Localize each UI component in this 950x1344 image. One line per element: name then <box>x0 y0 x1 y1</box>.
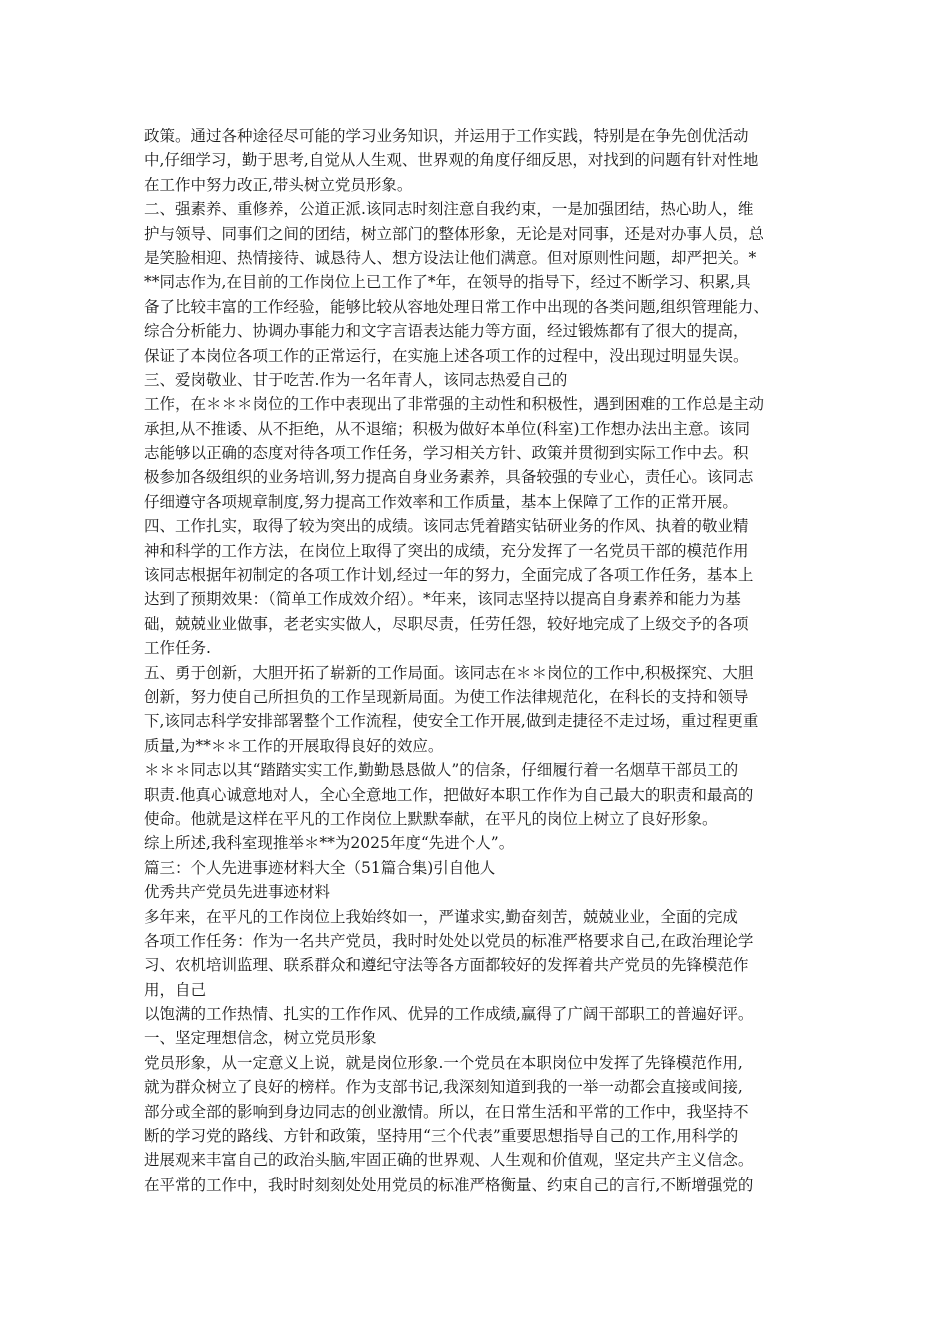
text-line: 三、爱岗敬业、甘于吃苦.作为一名年青人，该同志热爱自己的 <box>144 370 568 389</box>
text-line: 备了比较丰富的工作经验，能够比较从容地处理日常工作中出现的各类问题,组织管理能力、 <box>144 297 769 316</box>
text-line: 优秀共产党员先进事迹材料 <box>144 883 331 902</box>
text-line: 五、勇于创新，大胆开拓了崭新的工作局面。该同志在＊＊岗位的工作中,积极探究、大胆 <box>144 663 754 682</box>
text-line: 四、工作扎实，取得了较为突出的成绩。该同志凭着踏实钻研业务的作风、执着的敬业精 <box>144 517 749 536</box>
text-line: 是笑脸相迎、热情接待、诚恳待人、想方设法让他们满意。但对原则性问题，却严把关。* <box>144 248 757 267</box>
text-line: 中,仔细学习，勤于思考,自觉从人生观、世界观的角度仔细反思，对找到的问题有针对性地 <box>144 151 759 170</box>
text-line: 该同志根据年初制定的各项工作计划,经过一年的努力，全面完成了各项工作任务，基本上 <box>144 566 754 585</box>
text-line: 工作任务. <box>144 639 211 658</box>
text-line: 党员形象，从一定意义上说，就是岗位形象.一个党员在本职岗位中发挥了先锋模范作用, <box>144 1053 743 1072</box>
text-line: 下,该同志科学安排部署整个工作流程，使安全工作开展,做到走捷径不走过场，重过程更重 <box>144 712 759 731</box>
text-line: 极参加各级组织的业务培训,努力提高自身业务素养，具备较强的专业心，责任心。该同志 <box>144 468 754 487</box>
text-line: 政策。通过各种途径尽可能的学习业务知识，并运用于工作实践，特别是在争先创优活动 <box>144 127 749 145</box>
text-line: 神和科学的工作方法，在岗位上取得了突出的成绩，充分发挥了一名党员干部的模范作用 <box>144 541 749 560</box>
text-line: 各项工作任务：作为一名共产党员，我时时处处以党员的标准严格要求自己,在政治理论学 <box>144 931 754 950</box>
text-line: 习、农机培训监理、联系群众和遵纪守法等各方面都较好的发挥着共产党员的先锋模范作 <box>144 956 749 975</box>
text-line: 志能够以正确的态度对待各项工作任务，学习相关方针、政策并贯彻到实际工作中去。积 <box>144 444 749 463</box>
text-line: 在工作中努力改正,带头树立党员形象。 <box>144 175 413 194</box>
text-line: 达到了预期效果：（简单工作成效介绍）。*年来，该同志坚持以提高自身素养和能力为基 <box>144 590 741 609</box>
text-line: 一、坚定理想信念，树立党员形象 <box>144 1029 377 1048</box>
text-line: 进展观来丰富自己的政治头脑,牢固正确的世界观、人生观和价值观，坚定共产主义信念。 <box>144 1151 754 1170</box>
text-line: 综上所述,我科室现推举＊**为2025年度“先进个人”。 <box>144 834 515 853</box>
text-line: 二、强素养、重修养，公道正派.该同志时刻注意自我约束，一是加强团结，热心助人，维 <box>144 200 754 219</box>
document-body <box>144 124 826 1197</box>
text-line: 质量,为**＊＊工作的开展取得良好的效应。 <box>144 736 444 755</box>
text-line: 保证了本岗位各项工作的正常运行，在实施上述各项工作的过程中，没出现过明显失误。 <box>144 346 749 365</box>
text-line: 护与领导、同事们之间的团结，树立部门的整体形象，无论是对同事，还是对办事人员，总 <box>144 224 765 243</box>
text-line: 篇三：个人先进事迹材料大全（51篇合集)引自他人 <box>144 858 496 877</box>
text-line: 础，兢兢业业做事，老老实实做人，尽职尽责，任劳任怨，较好地完成了上级交予的各项 <box>144 614 749 633</box>
text-line: 就为群众树立了良好的榜样。作为支部书记,我深刻知道到我的一举一动都会直接或间接, <box>144 1078 743 1097</box>
text-line: 部分或全部的影响到身边同志的创业激情。所以，在日常生活和平常的工作中，我坚持不 <box>144 1102 749 1121</box>
text-line: 使命。他就是这样在平凡的工作岗位上默默奉献，在平凡的岗位上树立了良好形象。 <box>144 809 718 828</box>
text-line: ＊＊＊同志以其“踏踏实实工作,勤勤恳恳做人”的信条，仔细履行着一名烟草干部员工的 <box>144 761 739 780</box>
text-line: 用，自己 <box>144 980 207 999</box>
text-line: 多年来，在平凡的工作岗位上我始终如一，严谨求实,勤奋刻苦，兢兢业业，全面的完成 <box>144 907 738 926</box>
text-line: 在平常的工作中，我时时刻刻处处用党员的标准严格衡量、约束自己的言行,不断增强党的 <box>144 1175 754 1194</box>
text-line: **同志作为,在目前的工作岗位上已工作了*年，在领导的指导下，经过不断学习、积累,具 <box>144 273 751 292</box>
text-line: 仔细遵守各项规章制度,努力提高工作效率和工作质量，基本上保障了工作的正常开展。 <box>144 492 738 511</box>
text-line: 工作，在＊＊＊岗位的工作中表现出了非常强的主动性和积极性，遇到困难的工作总是主动 <box>144 395 765 414</box>
text-line: 创新，努力使自己所担负的工作呈现新局面。为使工作法律规范化，在科长的支持和领导 <box>144 687 749 706</box>
text-line: 综合分析能力、协调办事能力和文字言语表达能力等方面，经过锻炼都有了很大的提高， <box>144 322 749 341</box>
text-line: 断的学习党的路线、方针和政策，坚持用“三个代表”重要思想指导自己的工作,用科学的 <box>144 1127 739 1146</box>
text-line: 以饱满的工作热情、扎实的工作作风、优异的工作成绩,赢得了广阔干部职工的普遍好评。 <box>144 1005 754 1024</box>
text-line: 职责.他真心诚意地对人，全心全意地工作，把做好本职工作作为自己最大的职责和最高的 <box>144 785 754 804</box>
text-line: 承担,从不推诿、从不拒绝，从不退缩；积极为做好本单位(科室)工作想办法出主意。该同 <box>144 419 751 438</box>
